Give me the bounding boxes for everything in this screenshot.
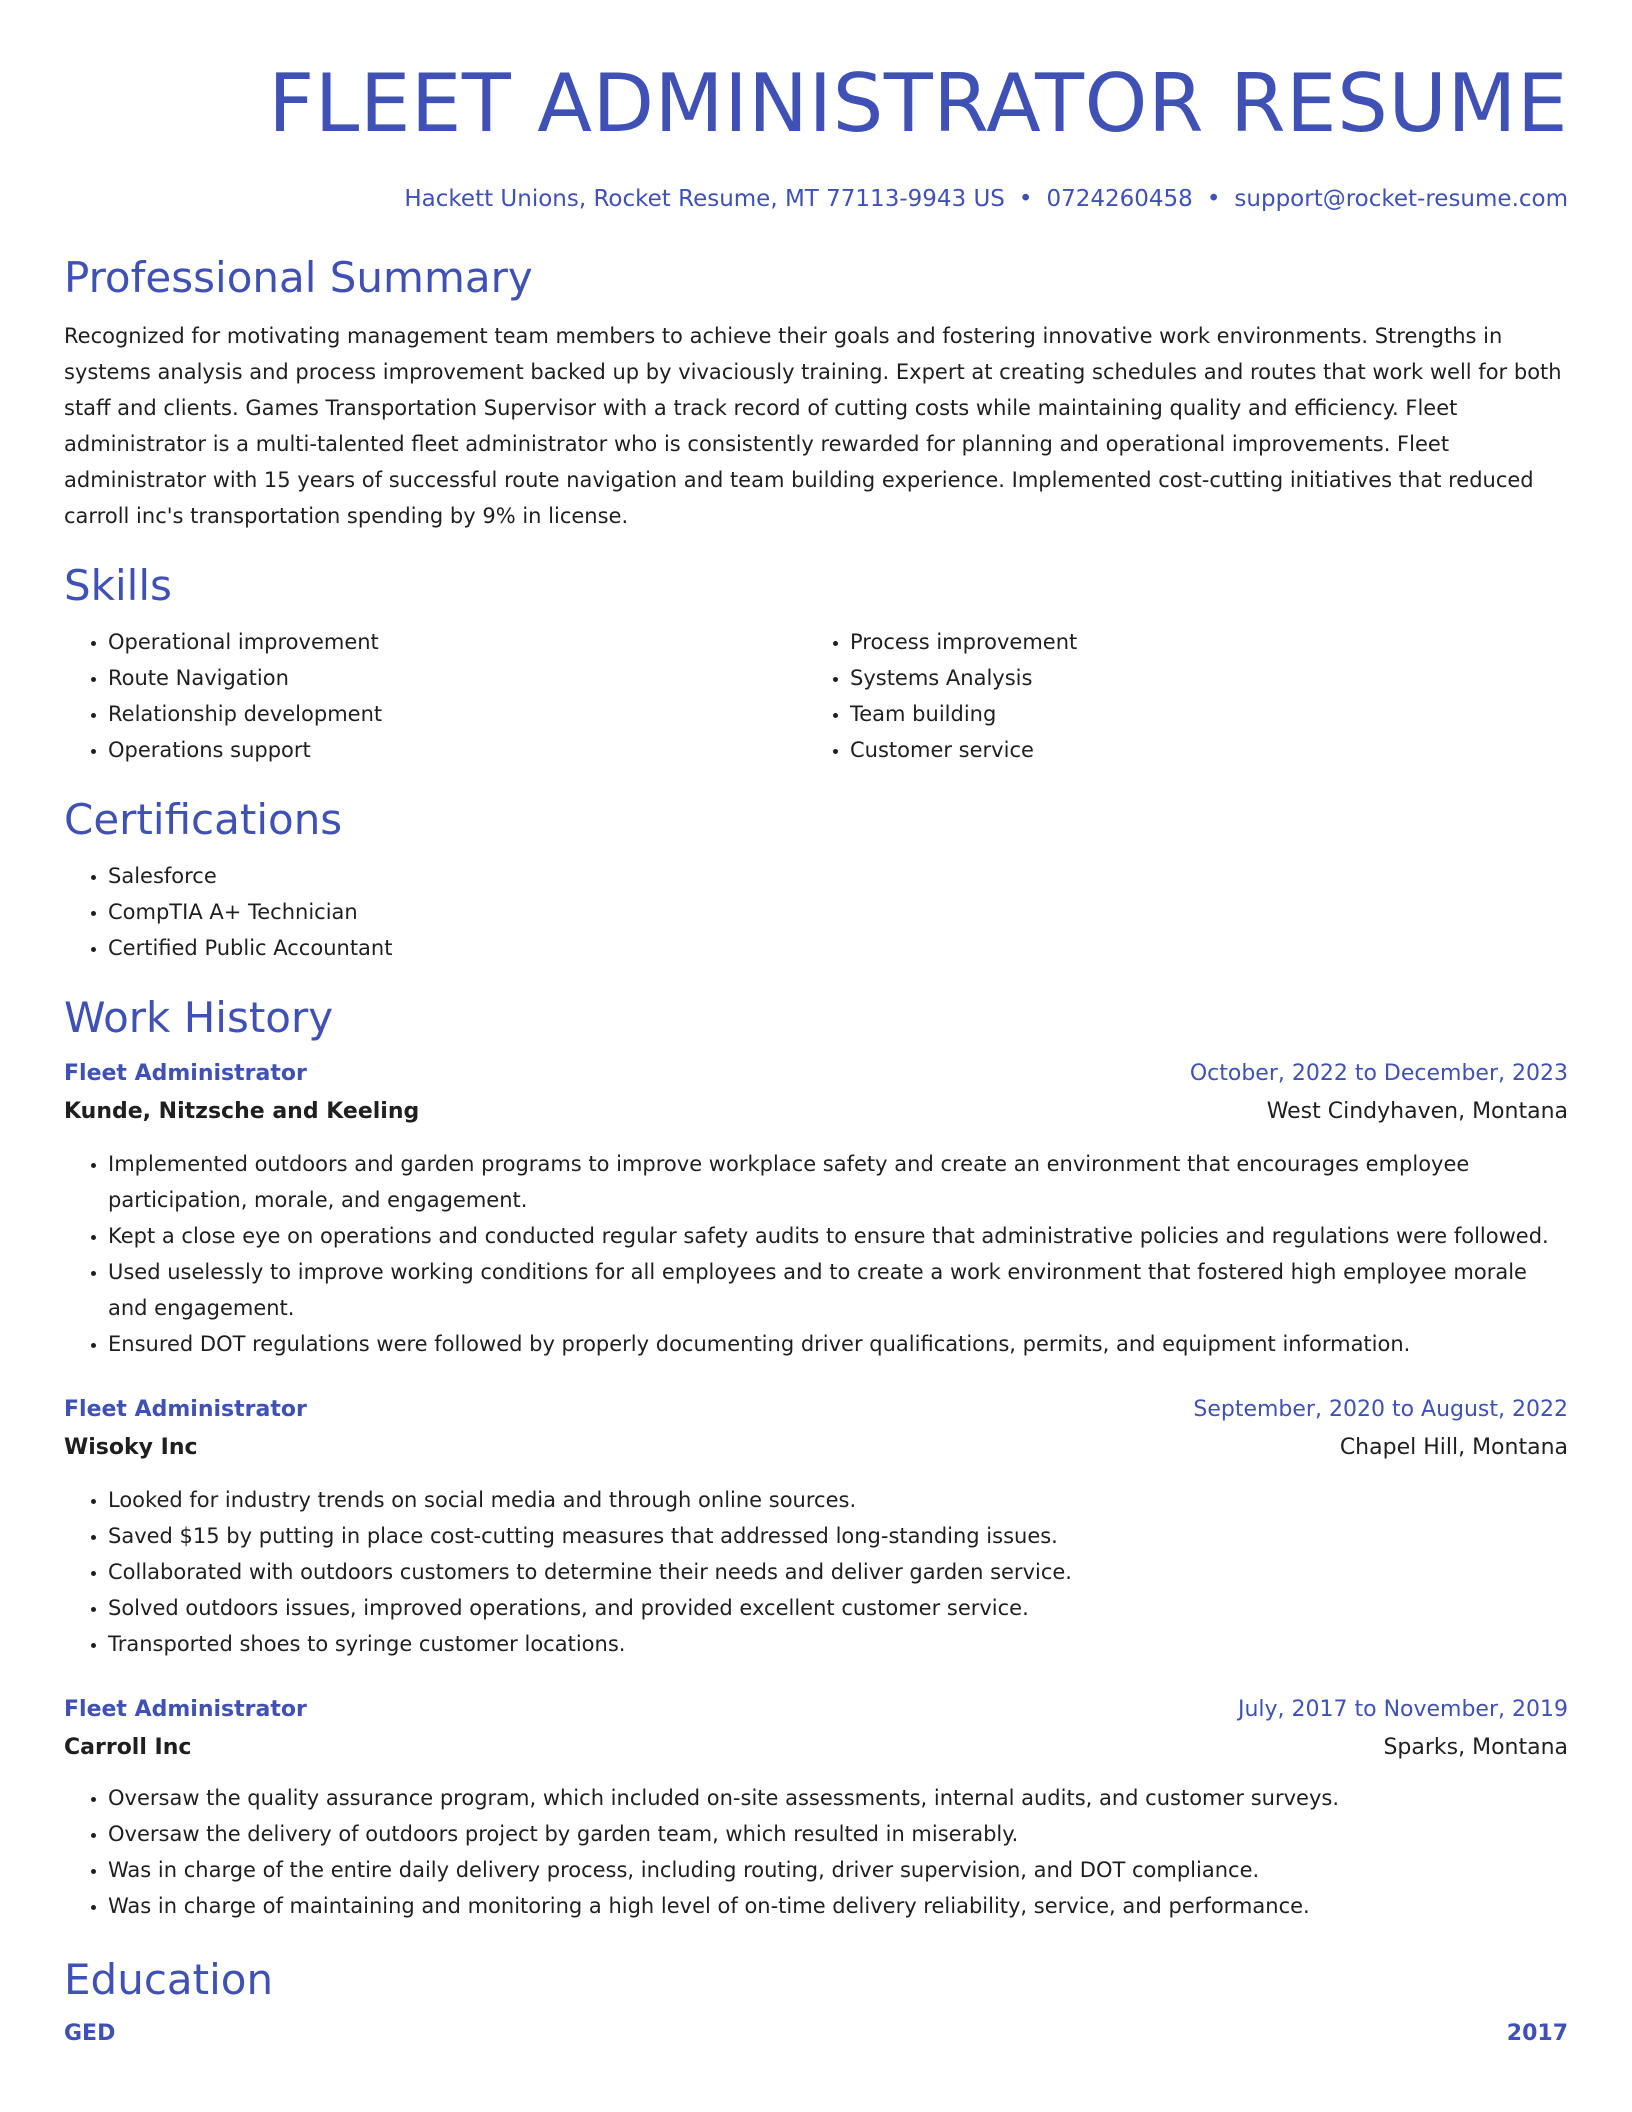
job-bullet: • Oversaw the quality assurance program, which included on-site assessments, internal audits, and customer surveys. <box>108 1780 1568 1816</box>
job-entry <box>64 1692 1568 1924</box>
contact-separator: • <box>1206 186 1221 212</box>
contact-phone: 0724260458 <box>1046 186 1193 212</box>
skill-item: • Relationship development <box>108 696 806 732</box>
education-degree: GED <box>64 2021 116 2046</box>
job-role: Fleet Administrator <box>64 1697 307 1722</box>
job-role: Fleet Administrator <box>64 1061 307 1086</box>
job-bullet: • Transported shoes to syringe customer locations. <box>108 1626 1568 1662</box>
job-header <box>64 1056 1568 1092</box>
summary-heading: Professional Summary <box>64 253 533 302</box>
job-subheader <box>64 1428 1568 1468</box>
resume-title: FLEET ADMINISTRATOR RESUME <box>268 57 1568 150</box>
job-bullet: • Collaborated with outdoors customers to determine their needs and deliver garden service. <box>108 1554 1568 1590</box>
job-entry <box>64 1392 1568 1662</box>
skills-list <box>64 624 1568 768</box>
job-entry <box>64 1056 1568 1362</box>
work-history-heading: Work History <box>64 993 334 1042</box>
skill-item: • Operations support <box>108 732 806 768</box>
contact-line <box>64 184 1568 214</box>
job-dates: October, 2022 to December, 2023 <box>1189 1061 1568 1086</box>
skills-heading: Skills <box>64 561 172 610</box>
certifications-heading: Certifications <box>64 795 343 844</box>
job-bullet: • Was in charge of the entire daily delivery process, including routing, driver supervision, and DOT compliance. <box>108 1852 1568 1888</box>
job-dates: September, 2020 to August, 2022 <box>1193 1397 1568 1422</box>
summary-text: Recognized for motivating management team members to achieve their goals and fostering innovative work environments. Strengths in systems analysis and process improvement backed up by vivaciously training. Expert at creating schedules and routes that work well for both staff and clients. Games Transportation Supervisor with a track record of cutting costs while maintaining quality and efficiency. Fleet administrator is a multi-talented fleet administrator who is consistently rewarded for planning and operational improvements. Fleet administrator with 15 years of successful route navigation and team building experience. Implemented cost-cutting initiatives that reduced carroll inc's transportation spending by 9% in license. <box>64 324 1562 528</box>
job-header <box>64 1392 1568 1428</box>
certification-item: • Certified Public Accountant <box>108 930 1568 966</box>
skill-item: • Team building <box>850 696 1548 732</box>
certification-item: • CompTIA A+ Technician <box>108 894 1568 930</box>
job-company: Kunde, Nitzsche and Keeling <box>64 1099 420 1124</box>
contact-address: Hackett Unions, Rocket Resume, MT 77113-9943 US <box>404 186 1005 212</box>
job-company: Carroll Inc <box>64 1735 192 1760</box>
job-bullets <box>64 1146 1568 1362</box>
job-bullet: • Solved outdoors issues, improved operations, and provided excellent customer service. <box>108 1590 1568 1626</box>
job-bullet: • Ensured DOT regulations were followed by properly documenting driver qualifications, permits, and equipment information. <box>108 1326 1568 1362</box>
job-role: Fleet Administrator <box>64 1397 307 1422</box>
certification-item: • Salesforce <box>108 858 1568 894</box>
education-entry <box>64 2016 1568 2052</box>
skill-item: • Route Navigation <box>108 660 806 696</box>
job-subheader <box>64 1728 1568 1768</box>
job-bullet: • Was in charge of maintaining and monitoring a high level of on-time delivery reliability, service, and performance. <box>108 1888 1568 1924</box>
job-location: West Cindyhaven, Montana <box>1266 1099 1568 1124</box>
skills-column-left <box>64 624 806 768</box>
job-bullet: • Saved $15 by putting in place cost-cutting measures that addressed long-standing issues. <box>108 1518 1568 1554</box>
job-bullets <box>64 1780 1568 1924</box>
job-bullet: • Oversaw the delivery of outdoors project by garden team, which resulted in miserably. <box>108 1816 1568 1852</box>
job-bullet: • Used uselessly to improve working conditions for all employees and to create a work environment that fostered high employee morale and engagement. <box>108 1254 1568 1326</box>
job-location: Chapel Hill, Montana <box>1339 1435 1568 1460</box>
education-year: 2017 <box>1506 2021 1568 2046</box>
contact-separator: • <box>1018 186 1033 212</box>
contact-email[interactable]: support@rocket-resume.com <box>1234 186 1568 212</box>
job-subheader <box>64 1092 1568 1132</box>
skill-item: • Systems Analysis <box>850 660 1548 696</box>
skill-item: • Operational improvement <box>108 624 806 660</box>
education-heading: Education <box>64 1955 274 2004</box>
job-bullet: • Implemented outdoors and garden programs to improve workplace safety and create an environment that encourages employee participation, morale, and engagement. <box>108 1146 1568 1218</box>
job-bullets <box>64 1482 1568 1662</box>
job-location: Sparks, Montana <box>1383 1735 1568 1760</box>
skills-column-right <box>806 624 1548 768</box>
job-bullet: • Kept a close eye on operations and conducted regular safety audits to ensure that administrative policies and regulations were followed. <box>108 1218 1568 1254</box>
skill-item: • Customer service <box>850 732 1548 768</box>
skill-item: • Process improvement <box>850 624 1548 660</box>
job-header <box>64 1692 1568 1728</box>
resume-page <box>64 0 1568 2052</box>
job-company: Wisoky Inc <box>64 1435 198 1460</box>
job-dates: July, 2017 to November, 2019 <box>1237 1697 1568 1722</box>
job-bullet: • Looked for industry trends on social media and through online sources. <box>108 1482 1568 1518</box>
certifications-list <box>64 858 1568 966</box>
